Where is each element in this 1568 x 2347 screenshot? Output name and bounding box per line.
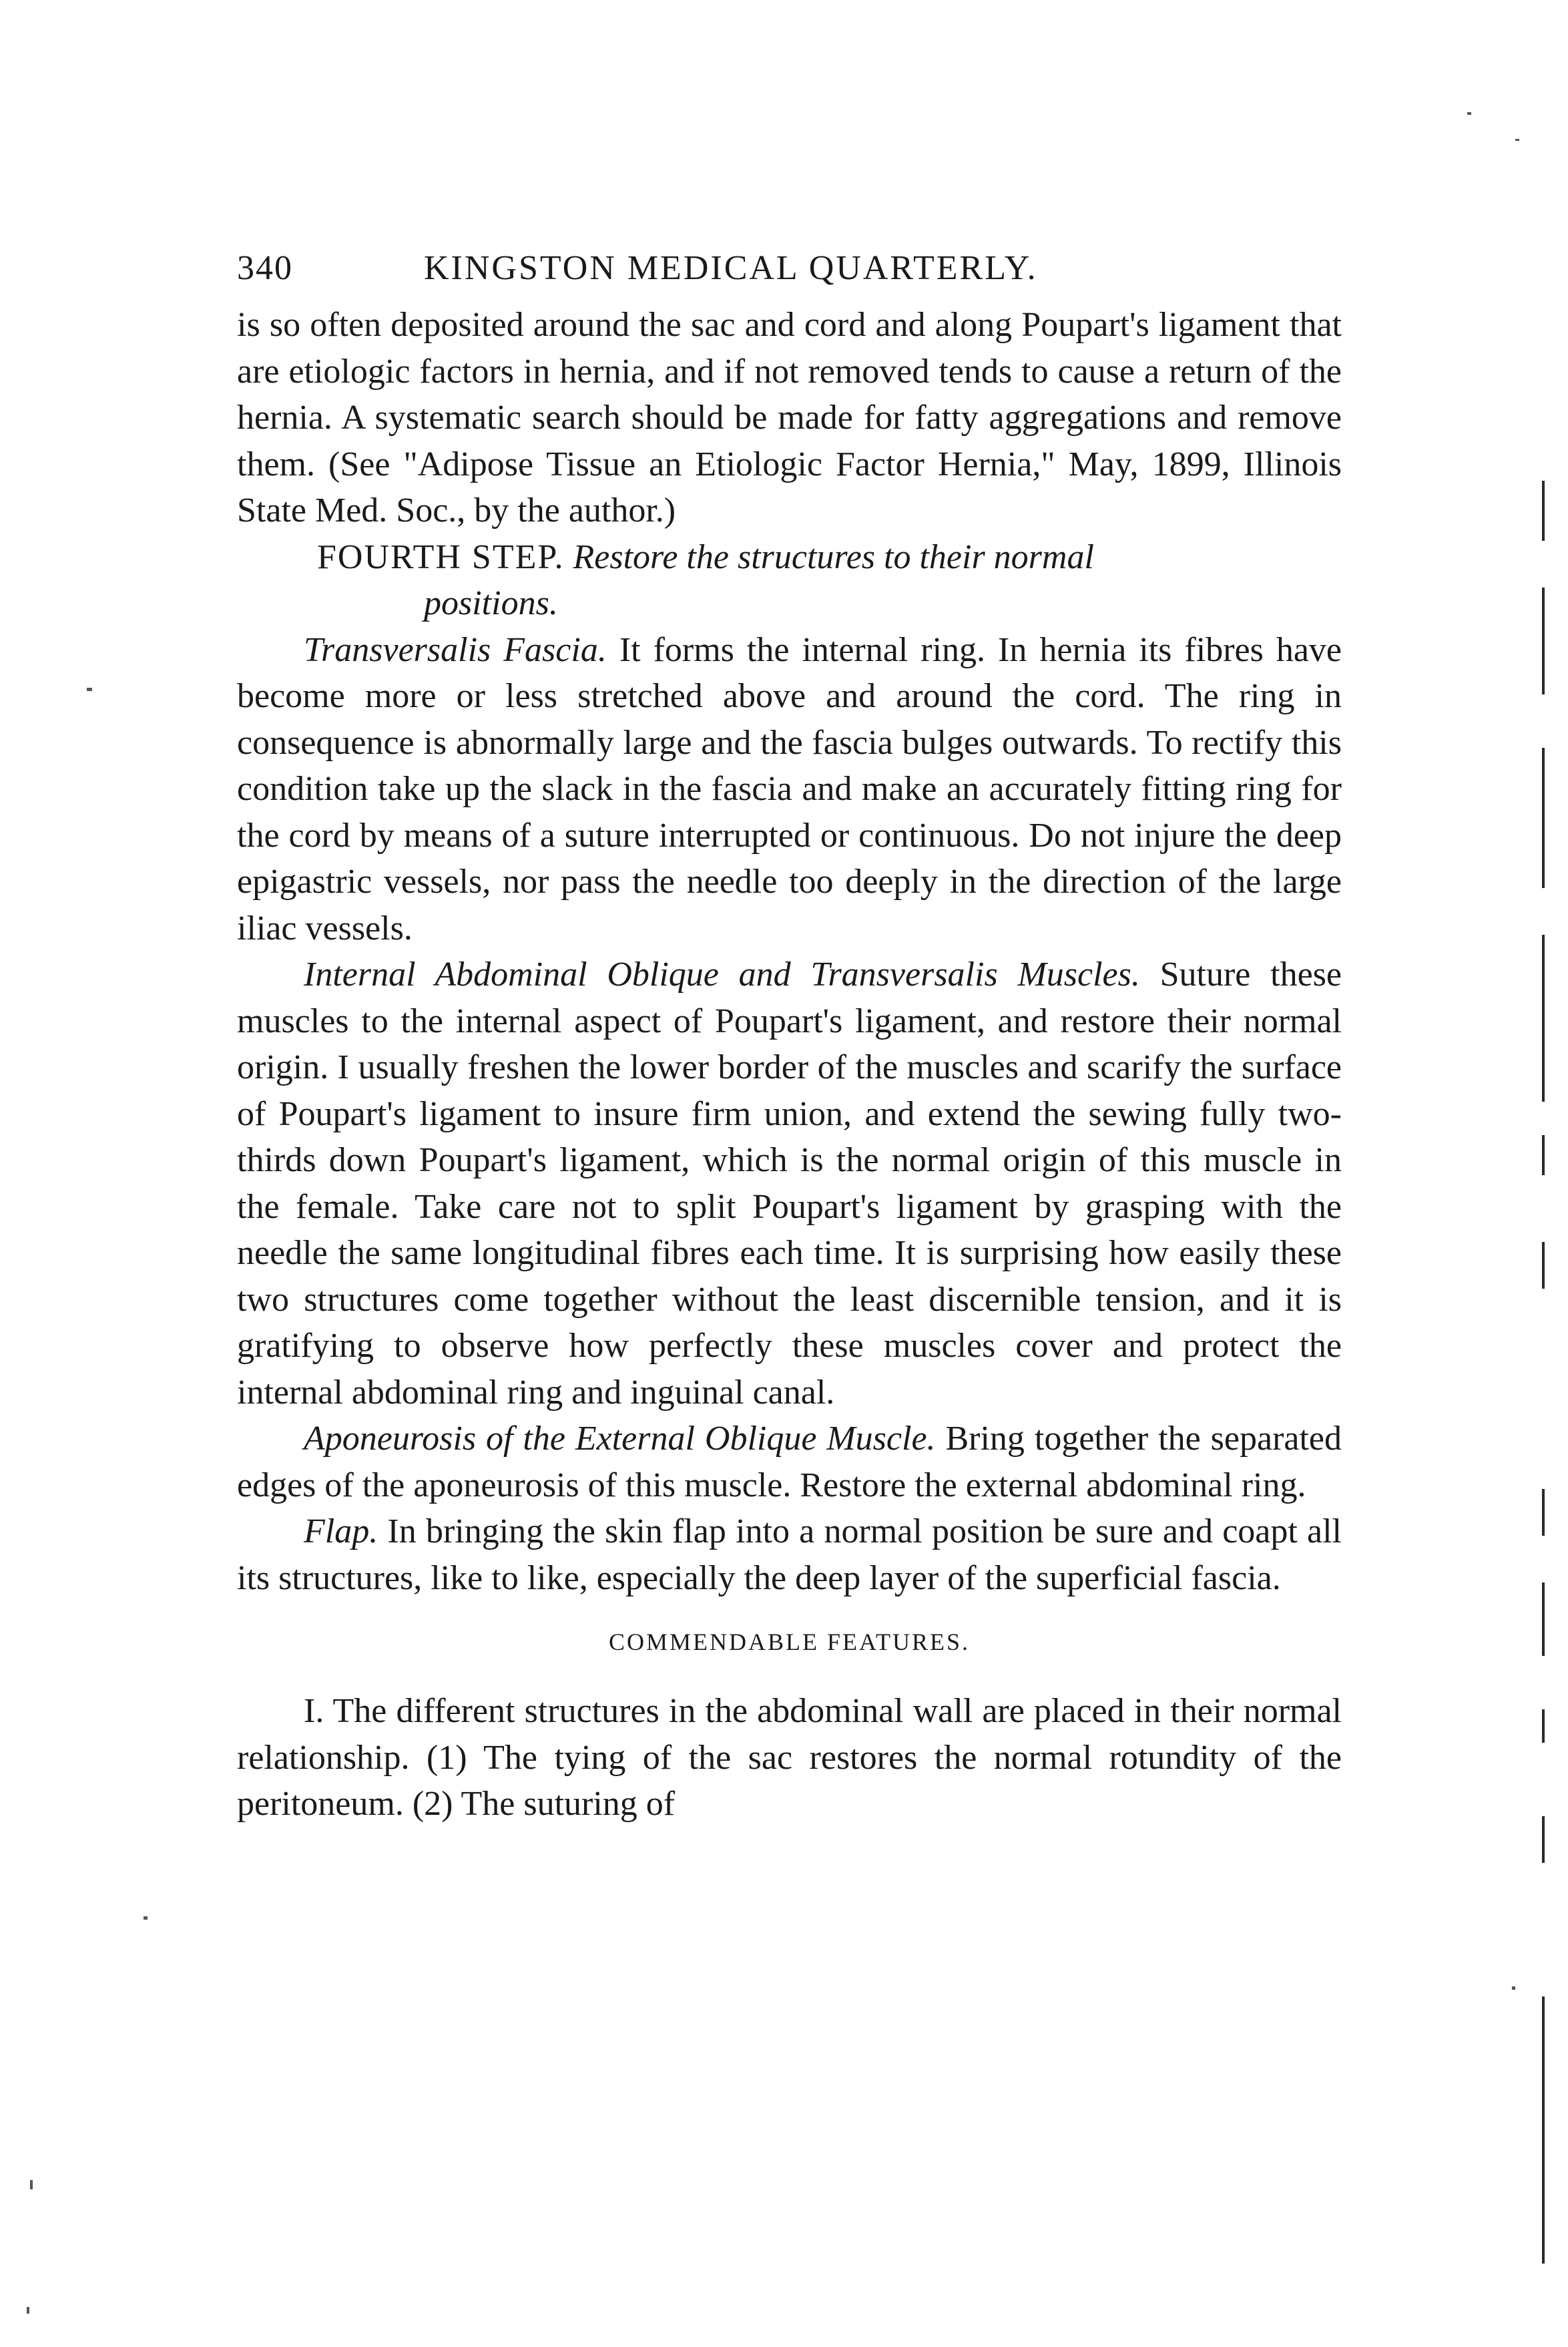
scan-margin-mark [1542, 1242, 1545, 1289]
scan-speck [27, 2307, 29, 2314]
paragraph-continued: is so often deposited around the sac and cord and along Poupart's ligament that are etiologic factors in hernia, and if not removed tends to cause a return of the hernia. A systematic search should be made for fatty aggregations and remove them. (See "Adipose Tissue an Etiologic Factor Hernia," May, 1899, Illinois State Med. Soc., by the author.) [237, 306, 1342, 529]
running-head [237, 248, 1342, 302]
paragraph-aponeurosis [237, 1416, 1342, 1508]
paragraph-body-flap: In bringing the skin flap into a normal position be sure and coapt all its structures, like to like, especially the deep layer of the superficial fascia. [237, 1512, 1342, 1597]
paragraph-lead-transversalis: Transversalis Fascia. [304, 630, 607, 669]
scan-margin-mark [1542, 588, 1545, 694]
paragraph-transversalis-fascia [237, 627, 1342, 952]
paragraph-body-internal-oblique: Suture these muscles to the internal aspect of Poupart's ligament, and restore their normal origin. I usually freshen the lower border of the muscles and scarify the surface of Poupart's ligament to insure firm union, and extend the sewing fully two-thirds down Poupart's ligament, which is the normal origin of this muscle in the female. Take care not to split Poupart's ligament by grasping with the needle the same longitudinal fibres each time. It is surprising how easily these two structures come together without the least discernible tension, and it is gratifying to observe how perfectly these muscles cover and protect the internal abdominal ring and inguinal canal. [237, 955, 1342, 1412]
scan-margin-mark [1542, 1489, 1545, 1536]
scan-speck [30, 2180, 33, 2189]
scan-margin-mark [1542, 1816, 1545, 1863]
page-number: 340 [237, 249, 293, 287]
paragraph-body-transversalis: It forms the internal ring. In hernia its fibres have become more or less stretched above and around the cord. The ring in consequence is abnormally large and the fascia bulges outwards. To rectify this condition take up the slack in the fascia and make an accurately fitting ring for the cord by means of a suture interrupted or continuous. Do not injure the deep epigastric vessels, nor pass the needle too deeply in the direction of the large iliac vessels. [237, 630, 1342, 947]
scan-speck [1467, 112, 1471, 115]
scan-speck [144, 1916, 148, 1920]
paragraph-lead-internal-oblique: Internal Abdominal Oblique and Transversalis Muscles. [304, 955, 1140, 994]
scan-margin-mark [1542, 1709, 1545, 1743]
paragraph-features: I. The different structures in the abdominal wall are placed in their normal relationship. (1) The tying of the sac restores the normal rotundity of the peritoneum. (2) The suturing of [237, 1692, 1342, 1823]
section-title: COMMENDABLE FEATURES. [608, 1629, 971, 1655]
scan-margin-mark [1542, 1135, 1545, 1175]
step-text-line-1: Restore the structures to their normal [573, 538, 1094, 576]
paragraph-body-aponeurosis: Bring together the separated edges of the aponeurosis of this muscle. Restore the external abdominal ring. [237, 1420, 1342, 1504]
scan-speck [87, 688, 92, 691]
scan-margin-mark [1542, 748, 1545, 888]
paragraph-lead-aponeurosis: Aponeurosis of the External Oblique Muscle. [304, 1420, 936, 1458]
step-label: FOURTH STEP. [317, 538, 565, 576]
step-text-line-2: positions. [424, 584, 558, 622]
paragraph-internal-oblique [237, 951, 1342, 1416]
scan-speck [1512, 1986, 1515, 1990]
scan-speck [1515, 139, 1519, 141]
paragraph-lead-flap: Flap. [304, 1512, 378, 1550]
scan-margin-mark [1542, 935, 1545, 1102]
scan-margin-mark [1542, 1996, 1545, 2264]
step-heading [237, 534, 1342, 627]
journal-title: KINGSTON MEDICAL QUARTERLY. [424, 249, 1038, 287]
scan-margin-mark [1542, 1582, 1545, 1656]
scan-margin-mark [1542, 481, 1545, 541]
page-content [237, 248, 1342, 1828]
paragraph-flap [237, 1508, 1342, 1601]
